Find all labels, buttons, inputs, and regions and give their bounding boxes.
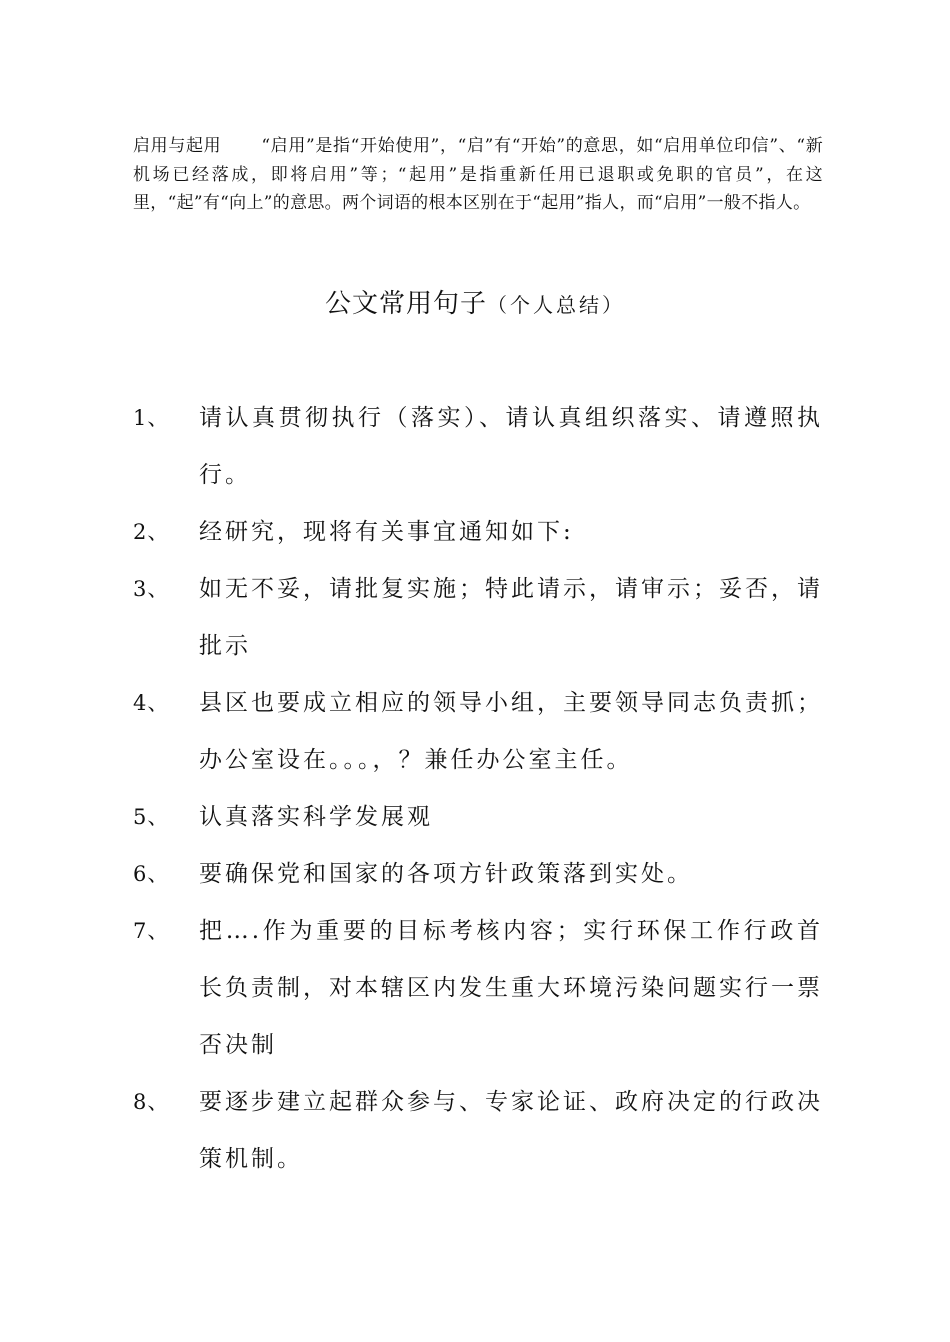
list-item-number: 8、 — [133, 1090, 170, 1114]
list-item-number: 6、 — [133, 862, 170, 886]
list-item-number: 7、 — [133, 919, 170, 943]
list-item-text: 认真落实科学发展观 — [199, 804, 433, 830]
list-item-4 — [133, 675, 823, 789]
list-item-number: 3、 — [133, 577, 170, 601]
intro-body: “启用”是指“开始使用”，“启”有“开始”的意思，如“启用单位印信”、“新机场已经落成，即将启用”等；“起用”是指重新任用已退职或免职的官员”，在这里，“起”有“向上”的意思。两个词语的根本区别在于“起用”指人，而“启用”一般不指人。 — [133, 136, 824, 213]
list-item-7 — [133, 903, 823, 1074]
list-item-number: 4、 — [133, 691, 170, 715]
list-item-5 — [133, 789, 823, 846]
list-item-number: 5、 — [133, 805, 170, 829]
list-item-text: 如无不妥，请批复实施；特此请示，请审示；妥否，请批示 — [199, 576, 823, 659]
list-item-8 — [133, 1074, 823, 1188]
list-item-number: 1、 — [133, 406, 170, 430]
intro-term: 启用与起用 — [133, 136, 222, 156]
list-item-text: 经研究，现将有关事宜通知如下: — [199, 519, 574, 545]
list-item-text: 要确保党和国家的各项方针政策落到实处。 — [199, 861, 693, 887]
document-title-main: 公文常用句子 — [324, 289, 487, 319]
document-title — [0, 284, 950, 325]
intro-paragraph — [133, 132, 823, 218]
list-item-text: 把….作为重要的目标考核内容；实行环保工作行政首长负责制，对本辖区内发生重大环境污染问题实行一票否决制 — [199, 918, 823, 1058]
list-item-6 — [133, 846, 823, 903]
document-title-subtitle: （个人总结） — [487, 293, 625, 317]
list-item-1 — [133, 390, 823, 504]
list-item-3 — [133, 561, 823, 675]
sentence-list — [133, 390, 823, 1188]
list-item-text: 要逐步建立起群众参与、专家论证、政府决定的行政决策机制。 — [199, 1089, 823, 1172]
list-item-2 — [133, 504, 823, 561]
list-item-text: 县区也要成立相应的领导小组，主要领导同志负责抓；办公室设在。。。，？兼任办公室主任。 — [199, 690, 823, 773]
list-item-number: 2、 — [133, 520, 170, 544]
list-item-text: 请认真贯彻执行（落实）、请认真组织落实、请遵照执行。 — [199, 405, 823, 488]
